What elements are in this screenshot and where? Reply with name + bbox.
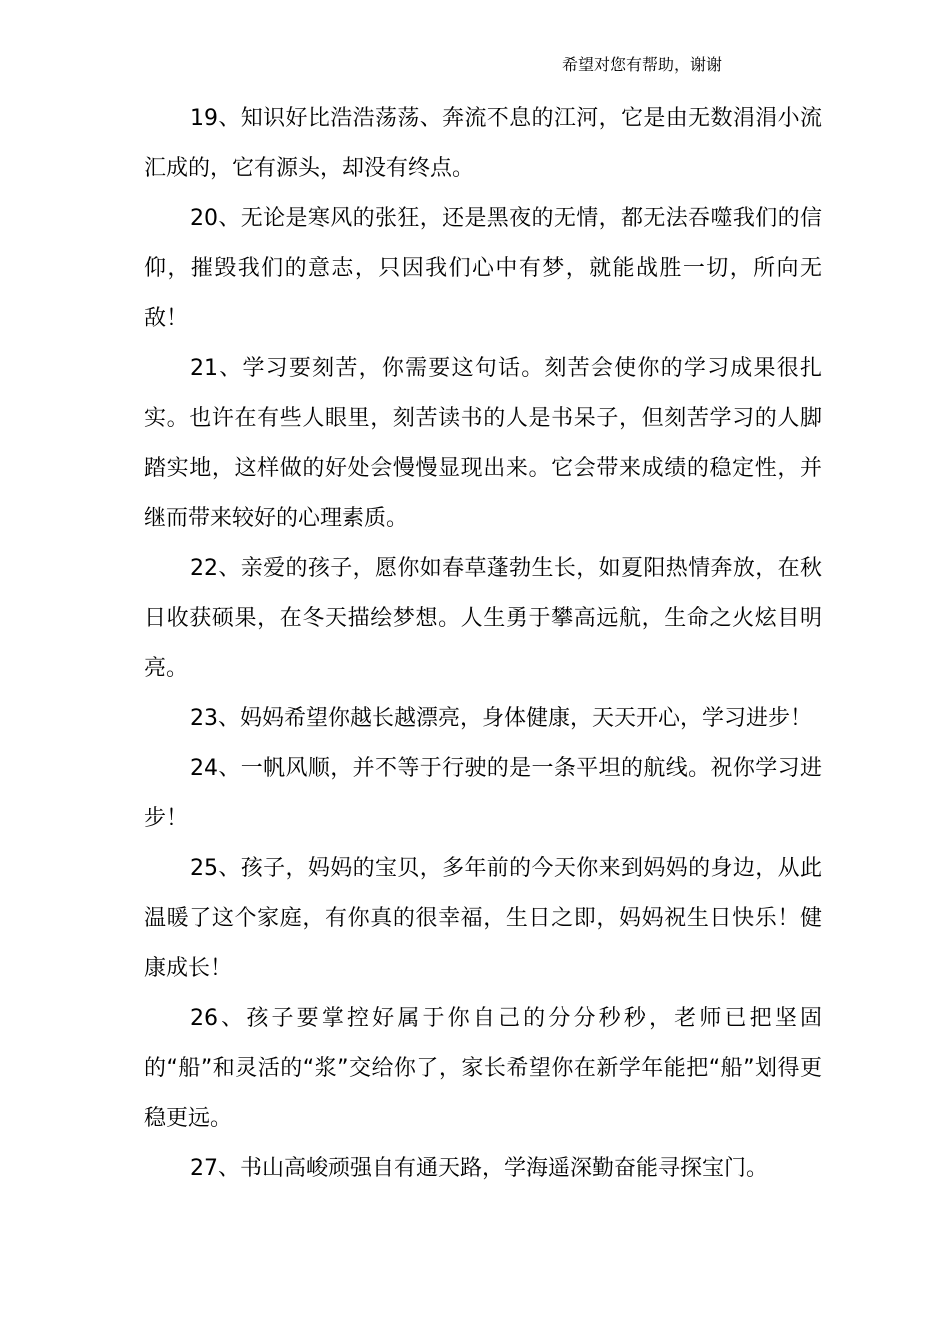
paragraph-23: 23、妈妈希望你越长越漂亮，身体健康，天天开心，学习进步！	[190, 706, 812, 731]
paragraph-19: 19、知识好比浩浩荡荡、奔流不息的江河，它是由无数涓涓小流汇成的，它有源头，却没有终点。	[144, 106, 822, 181]
document-body	[144, 94, 822, 1194]
paragraph-26: 26、孩子要掌控好属于你自己的分分秒秒，老师已把坚固的“船”和灵活的“浆”交给你了，家长希望你在新学年能把“船”划得更稳更远。	[144, 1006, 822, 1131]
paragraph-22: 22、亲爱的孩子，愿你如春草蓬勃生长，如夏阳热情奔放，在秋日收获硕果，在冬天描绘梦想。人生勇于攀高远航，生命之火炫目明亮。	[144, 556, 822, 681]
paragraph-24: 24、一帆风顺，并不等于行驶的是一条平坦的航线。祝你学习进步！	[144, 756, 822, 831]
header-note: 希望对您有帮助，谢谢	[562, 55, 723, 74]
paragraph-20: 20、无论是寒风的张狂，还是黑夜的无情，都无法吞噬我们的信仰，摧毁我们的意志，只因我们心中有梦，就能战胜一切，所向无敌！	[144, 206, 822, 331]
paragraph-25: 25、孩子，妈妈的宝贝，多年前的今天你来到妈妈的身边，从此温暖了这个家庭，有你真的很幸福，生日之即，妈妈祝生日快乐！健康成长！	[144, 856, 822, 981]
paragraph-21: 21、学习要刻苦，你需要这句话。刻苦会使你的学习成果很扎实。也许在有些人眼里，刻苦读书的人是书呆子，但刻苦学习的人脚踏实地，这样做的好处会慢慢显现出来。它会带来成绩的稳定性，并继而带来较好的心理素质。	[144, 356, 822, 531]
paragraph-27: 27、书山高峻顽强自有通天路，学海遥深勤奋能寻探宝门。	[190, 1156, 768, 1181]
